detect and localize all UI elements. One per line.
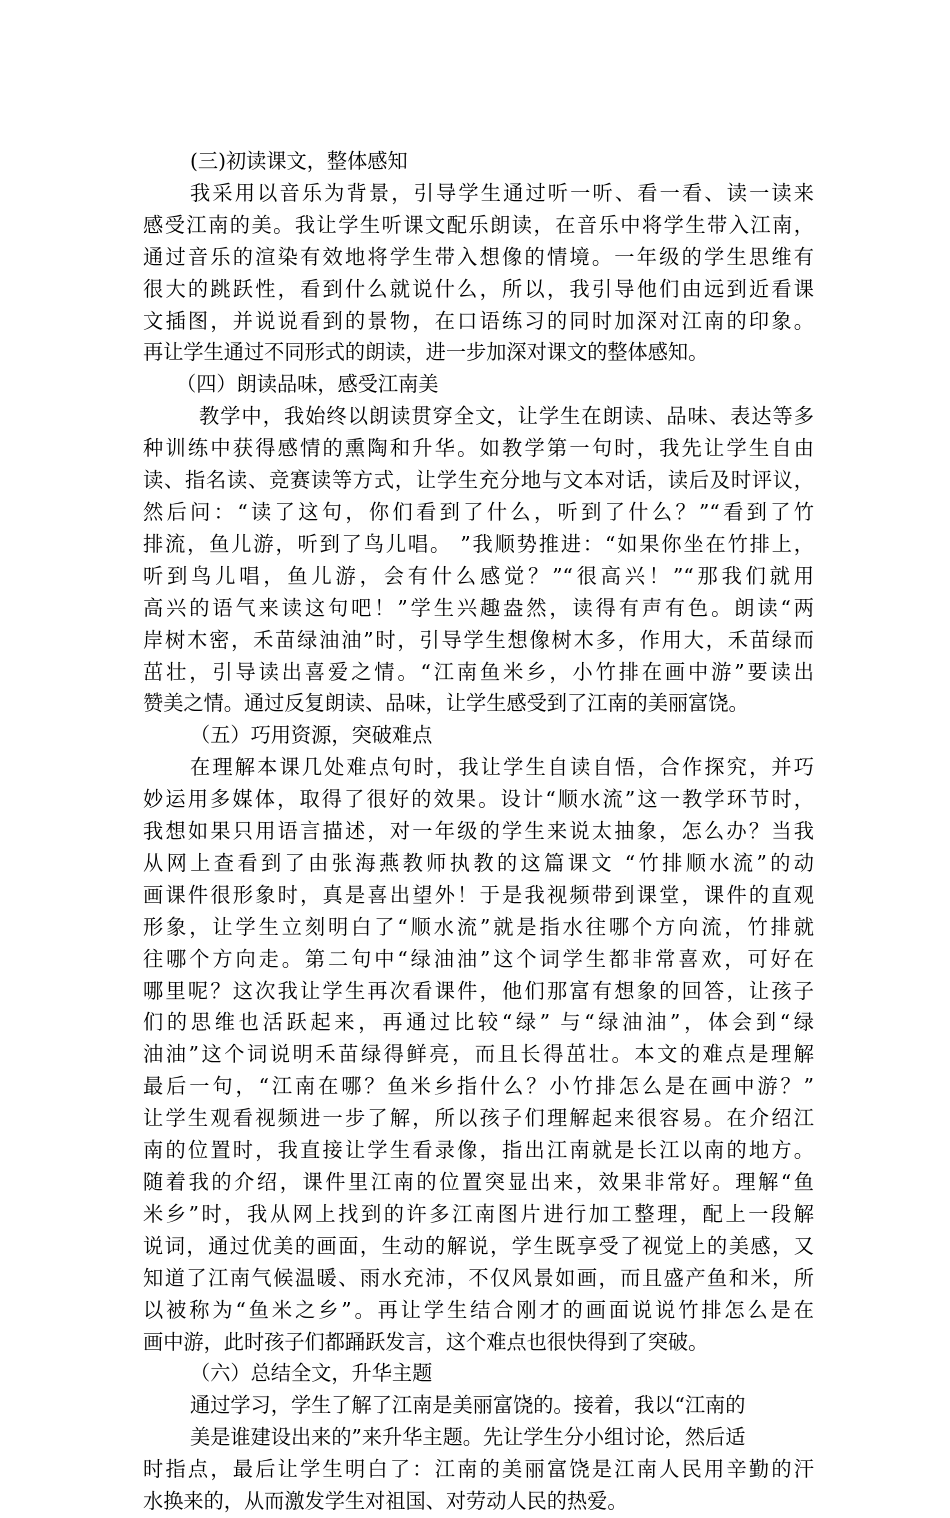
paragraph-line: 们的思维也活跃起来，再通过比较“绿” 与“绿油油”，体会到“绿 bbox=[143, 1010, 814, 1035]
section-heading-6: （六）总结全文，升华主题 bbox=[190, 1361, 433, 1386]
section-heading-4: （四）朗读品味，感受江南美 bbox=[176, 372, 439, 397]
paragraph-line: 说词，通过优美的画面，生动的解说，学生既享受了视觉上的美感，又 bbox=[143, 1233, 814, 1258]
document-page bbox=[143, 146, 814, 1518]
paragraph-line: 教学中，我始终以朗读贯穿全文，让学生在朗读、品味、表达等多 bbox=[199, 404, 814, 429]
section-heading-3: (三)初读课文，整体感知 bbox=[190, 149, 408, 173]
paragraph-line: 茁壮，引导读出喜爱之情。“江南鱼米乡，小竹排在画中游”要读出 bbox=[143, 659, 814, 684]
paragraph-line: 文插图，并说说看到的景物，在口语练习的同时加深对江南的印象。 bbox=[143, 308, 814, 333]
paragraph-line: 种训练中获得感情的熏陶和升华。如教学第一句时，我先让学生自由 bbox=[143, 436, 814, 461]
paragraph-line: 通过学习，学生了解了江南是美丽富饶的。接着，我以“江南的 bbox=[190, 1393, 746, 1418]
section-heading-5: （五）巧用资源，突破难点 bbox=[190, 723, 433, 748]
paragraph-line: 知道了江南气候温暖、雨水充沛，不仅风景如画，而且盛产鱼和米，所 bbox=[143, 1265, 814, 1290]
paragraph-line: 画课件很形象时，真是喜出望外！于是我视频带到课堂，课件的直观 bbox=[143, 882, 814, 907]
paragraph-line: 妙运用多媒体，取得了很好的效果。设计“顺水流”这一教学环节时， bbox=[143, 787, 814, 812]
paragraph-line: 我采用以音乐为背景，引导学生通过听一听、看一看、读一读来 bbox=[190, 180, 814, 205]
paragraph-line: 米乡”时，我从网上找到的许多江南图片进行加工整理，配上一段解 bbox=[143, 1201, 814, 1226]
paragraph-line: 听到鸟儿唱，鱼儿游，会有什么感觉？”“很高兴！”“那我们就用 bbox=[143, 563, 814, 588]
paragraph-line: 油油”这个词说明禾苗绿得鲜亮，而且长得茁壮。本文的难点是理解 bbox=[143, 1042, 814, 1067]
paragraph-line: 我想如果只用语言描述，对一年级的学生来说太抽象，怎么办？当我 bbox=[143, 819, 814, 844]
paragraph-line: 让学生观看视频进一步了解，所以孩子们理解起来很容易。在介绍江 bbox=[143, 1106, 814, 1131]
paragraph-line: 时指点，最后让学生明白了：江南的美丽富饶是江南人民用辛勤的汗 bbox=[143, 1457, 814, 1482]
paragraph-line: 最后一句，“江南在哪？鱼米乡指什么？小竹排怎么是在画中游？” bbox=[143, 1074, 814, 1099]
paragraph-line: 水换来的，从而激发学生对祖国、对劳动人民的热爱。 bbox=[143, 1489, 628, 1514]
paragraph-line: 往哪个方向走。第二句中“绿油油”这个词学生都非常喜欢，可好在 bbox=[143, 946, 814, 971]
paragraph-line: 然后问：“读了这句，你们看到了什么，听到了什么？”“看到了竹 bbox=[143, 499, 814, 524]
paragraph-line: 以被称为“鱼米之乡”。再让学生结合刚才的画面说说竹排怎么是在 bbox=[143, 1297, 814, 1322]
paragraph-line: 随着我的介绍，课件里江南的位置突显出来，效果非常好。理解“鱼 bbox=[143, 1170, 814, 1194]
paragraph-line: 很大的跳跃性，看到什么就说什么，所以，我引导他们由远到近看课 bbox=[143, 276, 814, 301]
paragraph-line: 岸树木密，禾苗绿油油”时，引导学生想像树木多，作用大，禾苗绿而 bbox=[143, 627, 814, 652]
paragraph-line: 南的位置时，我直接让学生看录像，指出江南就是长江以南的地方。 bbox=[143, 1138, 814, 1163]
paragraph-line: 通过音乐的渲染有效地将学生带入想像的情境。一年级的学生思维有 bbox=[143, 244, 814, 269]
paragraph-line: 形象，让学生立刻明白了“顺水流”就是指水往哪个方向流，竹排就 bbox=[143, 914, 814, 939]
paragraph-line: 从网上查看到了由张海燕教师执教的这篇课文 “竹排顺水流”的动 bbox=[143, 850, 814, 875]
paragraph-line: 美是谁建设出来的”来升华主题。先让学生分小组讨论，然后适 bbox=[190, 1425, 746, 1450]
paragraph-line: 画中游，此时孩子们都踊跃发言，这个难点也很快得到了突破。 bbox=[143, 1329, 709, 1354]
paragraph-line: 高兴的语气来读这句吧！”学生兴趣盎然，读得有声有色。朗读“两 bbox=[143, 595, 814, 620]
paragraph-line: 在理解本课几处难点句时，我让学生自读自悟，合作探究，并巧 bbox=[190, 755, 814, 780]
paragraph-line: 读、指名读、竞赛读等方式，让学生充分地与文本对话，读后及时评议， bbox=[143, 468, 814, 493]
paragraph-line: 排流，鱼儿游，听到了鸟儿唱。 ”我顺势推进：“如果你坐在竹排上， bbox=[143, 531, 814, 556]
paragraph-line: 哪里呢？这次我让学生再次看课件，他们那富有想象的回答，让孩子 bbox=[143, 978, 814, 1003]
paragraph-line: 感受江南的美。我让学生听课文配乐朗读，在音乐中将学生带入江南， bbox=[143, 212, 814, 237]
paragraph-line: 赞美之情。通过反复朗读、品味，让学生感受到了江南的美丽富饶。 bbox=[143, 691, 749, 716]
paragraph-line: 再让学生通过不同形式的朗读，进一步加深对课文的整体感知。 bbox=[143, 340, 709, 365]
